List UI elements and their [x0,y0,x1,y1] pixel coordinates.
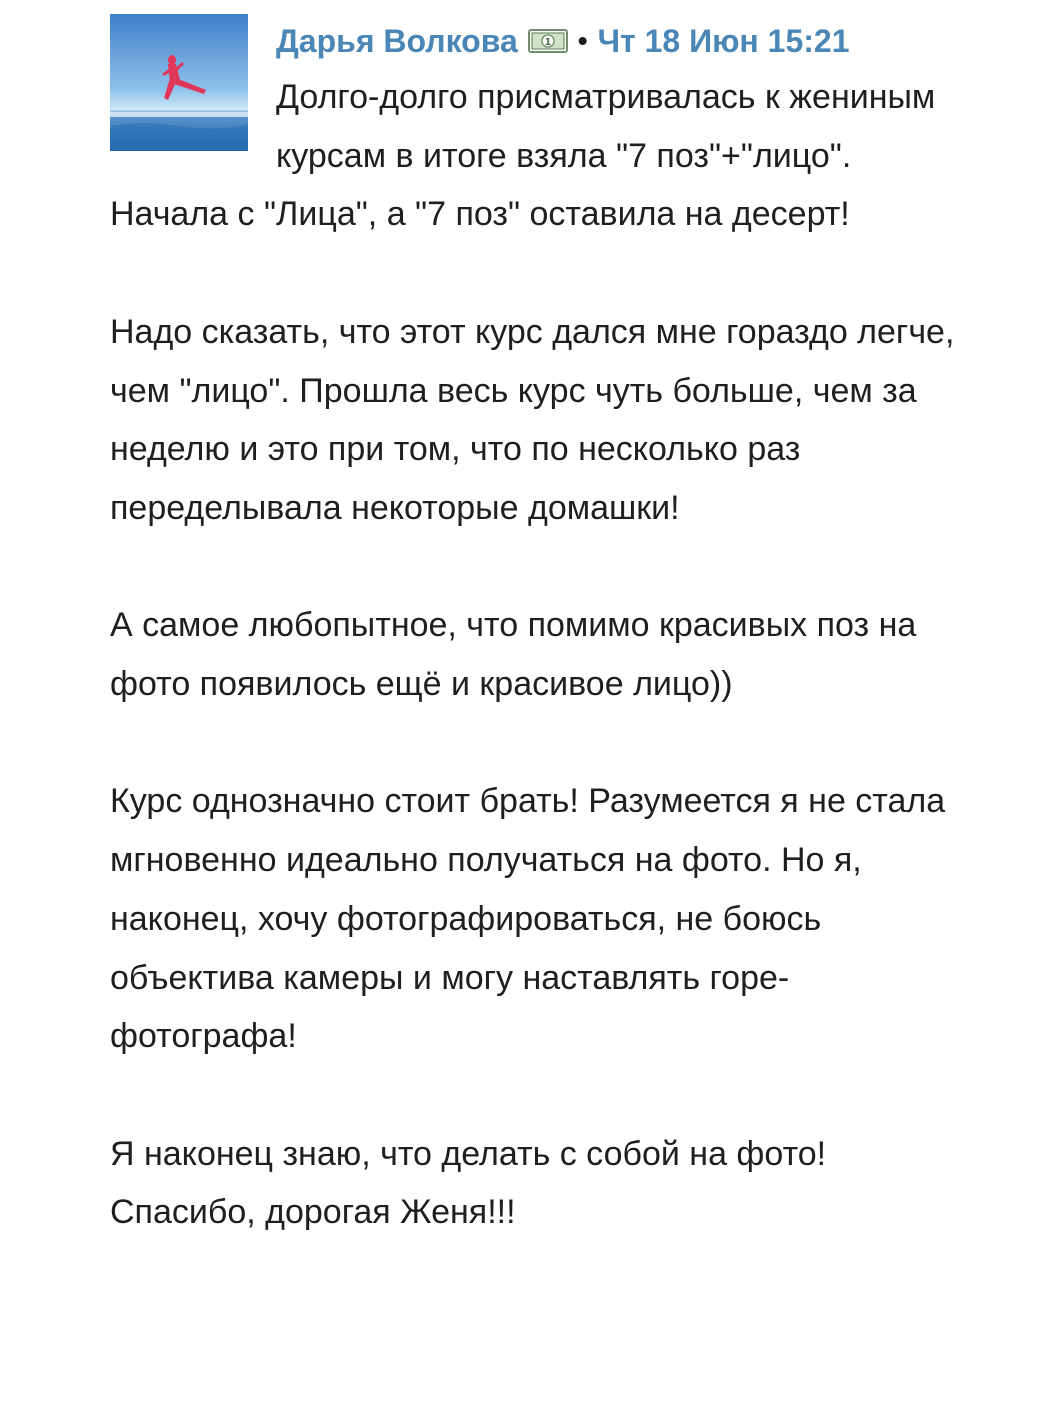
separator-dot: • [577,25,588,56]
svg-text:1: 1 [544,37,552,48]
post-paragraph: Курс однозначно стоит брать! Разумеется я не стала мгновенно идеально получаться на фото. Но я, наконец, хочу фотографироваться, не боюсь объектива камеры и могу наставлять горе-фотографа! [110,782,946,1056]
post-paragraph: А самое любопытное, что помимо красивых поз на фото появилось ещё и красивое лицо)) [110,606,917,703]
money-bill-icon [528,28,568,54]
author-name-link[interactable]: Дарья Волкова [276,22,518,59]
review-post [110,14,960,1242]
post-body [110,68,960,1242]
post-header [276,14,960,68]
post-paragraph: Надо сказать, что этот курс дался мне гораздо легче, чем "лицо". Прошла весь курс чуть больше, чем за неделю и это при том, что по несколько раз переделывала некоторые домашки! [110,312,955,527]
post-paragraph: Я наконец знаю, что делать с собой на фото! Спасибо, дорогая Женя!!! [110,1134,827,1232]
post-date-link[interactable]: Чт 18 Июн 15:21 [597,22,850,59]
post-paragraph: Долго-долго присматривалась к жениным курсам в итоге взяла "7 поз"+"лицо". Начала с "Лица", а "7 поз" оставила на десерт! [110,78,936,234]
avatar[interactable] [110,14,248,151]
